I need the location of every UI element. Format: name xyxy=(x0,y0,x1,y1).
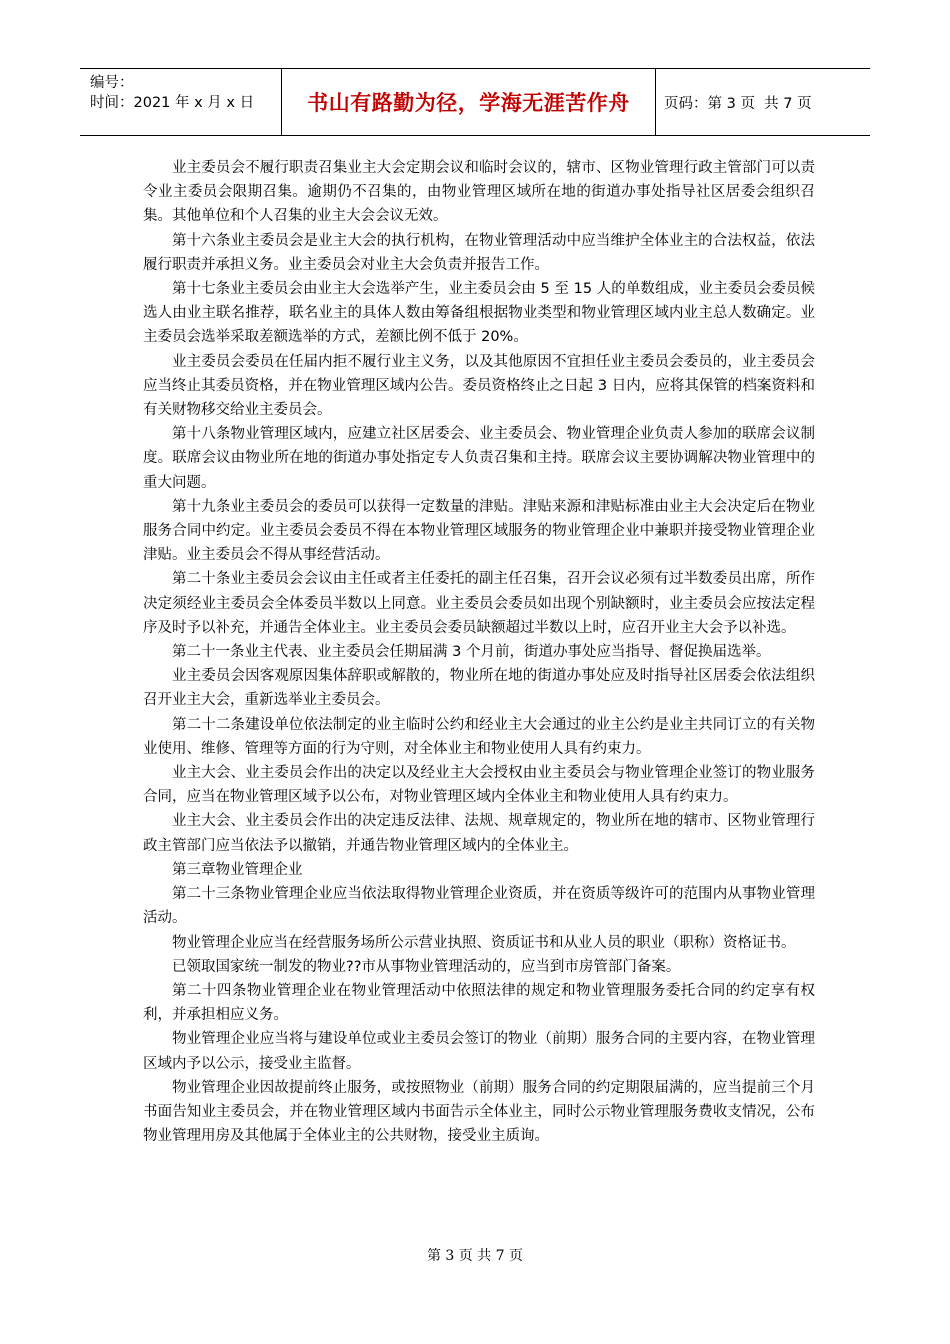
header-meta xyxy=(80,69,282,135)
page-footer: 第 3 页 共 7 页 xyxy=(426,1248,524,1264)
paragraph: 物业管理企业应当将与建设单位或业主委员会签订的物业（前期）服务合同的主要内容，在物业管理区域内予以公示，接受业主监督。 xyxy=(143,1031,815,1072)
paragraph: 业主委员会因客观原因集体辞职或解散的，物业所在地的街道办事处应及时指导社区居委会依法组织召开业主大会，重新选举业主委员会。 xyxy=(143,668,815,709)
document-number-label: 编号： xyxy=(90,75,134,91)
paragraph: 已领取国家统一制发的物业??市从事物业管理活动的，应当到市房管部门备案。 xyxy=(172,958,681,975)
paragraph: 业主大会、业主委员会作出的决定以及经业主大会授权由业主委员会与物业管理企业签订的物业服务合同，应当在物业管理区域予以公布，对物业管理区域内全体业主和物业使用人具有约束力。 xyxy=(143,765,815,806)
paragraph: 第二十三条物业管理企业应当依法取得物业管理企业资质，并在资质等级许可的范围内从事物业管理活动。 xyxy=(143,886,815,927)
paragraph: 第十六条业主委员会是业主大会的执行机构，在物业管理活动中应当维护全体业主的合法权益，依法履行职责并承担义务。业主委员会对业主大会负责并报告工作。 xyxy=(143,232,815,273)
paragraph: 第十八条物业管理区域内，应建立社区居委会、业主委员会、物业管理企业负责人参加的联席会议制度。联席会议由物业所在地的街道办事处指定专人负责召集和主持。联席会议主要协调解决物业管理中的重大问题。 xyxy=(143,426,815,491)
document-header xyxy=(80,68,870,136)
paragraph: 物业管理企业应当在经营服务场所公示营业执照、资质证书和从业人员的职业（职称）资格证书。 xyxy=(172,934,796,951)
paragraph: 物业管理企业因故提前终止服务，或按照物业（前期）服务合同的约定期限届满的，应当提前三个月书面告知业主委员会，并在物业管理区域内书面告示全体业主，同时公示物业管理服务费收支情况，公布物业管理用房及其他属于全体业主的公共财物，接受业主质询。 xyxy=(143,1079,815,1145)
document-date-label: 时间：2021 年 x 月 x 日 xyxy=(90,95,255,111)
paragraph: 第二十四条物业管理企业在物业管理活动中依照法律的规定和物业管理服务委托合同的约定享有权利，并承担相应义务。 xyxy=(143,982,815,1024)
paragraph: 第二十条业主委员会会议由主任或者主任委托的副主任召集，召开会议必须有过半数委员出席，所作决定须经业主委员会全体委员半数以上同意。业主委员会委员如出现个别缺额时，业主委员会应按法定程序及时予以补充，并通告全体业主。业主委员会委员缺额超过半数以上时，应召开业主大会予以补选。 xyxy=(143,571,815,636)
paragraph: 第二十一条业主代表、业主委员会任期届满 3 个月前，街道办事处应当指导、督促换届选举。 xyxy=(172,644,771,661)
document-body xyxy=(143,156,815,1148)
paragraph: 第十七条业主委员会由业主大会选举产生，业主委员会由 5 至 15 人的单数组成，业主委员会委员候选人由业主联名推荐，联名业主的具体人数由筹备组根据物业类型和物业管理区域内业主总人数确定。业主委员会选举采取差额选举的方式，差额比例不低于 20%。 xyxy=(143,281,815,346)
paragraph: 业主委员会不履行职责召集业主大会定期会议和临时会议的，辖市、区物业管理行政主管部门可以责令业主委员会限期召集。逾期仍不召集的，由物业管理区域所在地的街道办事处指导社区居委会组织召集。其他单位和个人召集的业主大会会议无效。 xyxy=(143,160,815,225)
header-page-number: 页码：第 3 页 共 7 页 xyxy=(664,95,812,112)
paragraph: 业主委员会委员在任届内拒不履行业主义务，以及其他原因不宜担任业主委员会委员的，业主委员会应当终止其委员资格，并在物业管理区域内公告。委员资格终止之日起 3 日内，应将其保管的档案资料和有关财物移交给业主委员会。 xyxy=(143,353,815,419)
paragraph: 第二十二条建设单位依法制定的业主临时公约和经业主大会通过的业主公约是业主共同订立的有关物业使用、维修、管理等方面的行为守则，对全体业主和物业使用人具有约束力。 xyxy=(143,716,815,757)
paragraph: 第十九条业主委员会的委员可以获得一定数量的津贴。津贴来源和津贴标准由业主大会决定后在物业服务合同中约定。业主委员会委员不得在本物业管理区域服务的物业管理企业中兼职并接受物业管理企业津贴。业主委员会不得从事经营活动。 xyxy=(143,498,815,564)
header-motto-cell xyxy=(282,69,656,135)
paragraph: 业主大会、业主委员会作出的决定违反法律、法规、规章规定的，物业所在地的辖市、区物业管理行政主管部门应当依法予以撤销，并通告物业管理区域内的全体业主。 xyxy=(143,813,815,854)
chapter-heading: 第三章物业管理企业 xyxy=(172,861,303,878)
header-motto: 书山有路勤为径，学海无涯苦作舟 xyxy=(307,91,630,115)
